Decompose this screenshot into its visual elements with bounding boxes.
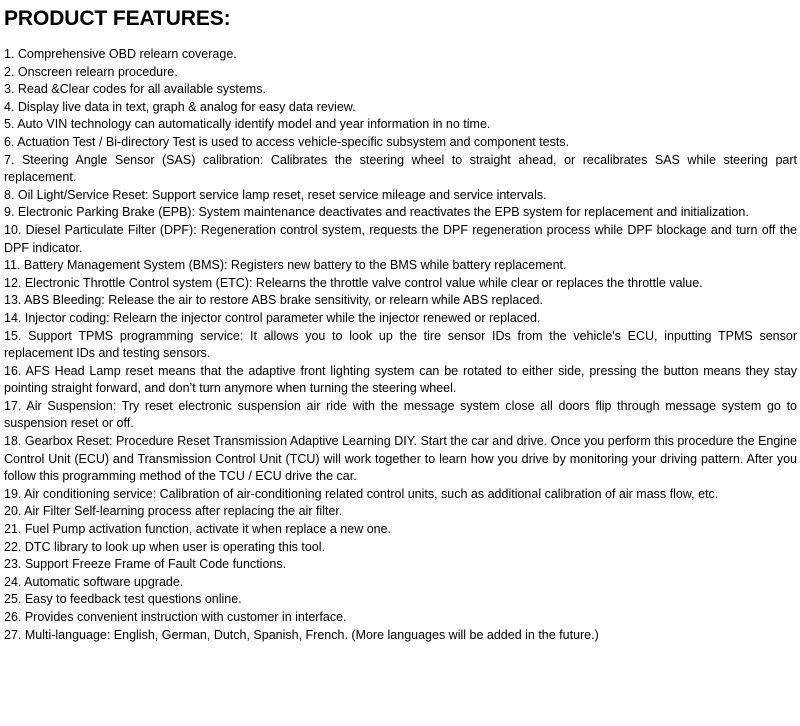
feature-item: 2. Onscreen relearn procedure.: [4, 64, 178, 79]
feature-list: [4, 46, 797, 644]
feature-item: 23. Support Freeze Frame of Fault Code functions.: [4, 557, 287, 572]
feature-item: 10. Diesel Particulate Filter (DPF): Regeneration control system, requests the DPF regeneration process while DPF blockage and turn off the DPF indicator.: [4, 222, 797, 255]
feature-item: 25. Easy to feedback test questions online.: [4, 592, 242, 607]
feature-item: 24. Automatic software upgrade.: [4, 574, 184, 589]
feature-item: 12. Electronic Throttle Control system (ETC): Relearns the throttle valve control value while clear or replaces the throttle value.: [4, 275, 703, 290]
feature-item: 16. AFS Head Lamp reset means that the adaptive front lighting system can be rotated to either side, pressing the button means they stay pointing straight forward, and don’t turn anymore when turning the steering wheel.: [4, 363, 797, 396]
feature-item: 5. Auto VIN technology can automatically identify model and year information in no time.: [4, 117, 491, 132]
feature-item: 3. Read &Clear codes for all available systems.: [4, 82, 266, 97]
feature-item: 14. Injector coding: Relearn the injector control parameter while the injector renewed or replaced.: [4, 310, 541, 325]
feature-item: 13. ABS Bleeding: Release the air to restore ABS brake sensitivity, or relearn while ABS replaced.: [4, 293, 543, 308]
feature-item: 21. Fuel Pump activation function, activate it when replace a new one.: [4, 522, 392, 537]
feature-item: 18. Gearbox Reset: Procedure Reset Transmission Adaptive Learning DIY. Start the car and drive. Once you perform this procedure the Engine Control Unit (ECU) and Transmission Control Unit (TCU) will work together to learn how you drive by monitoring your driving pattern. After you follow this programming method of the TCU / ECU drive the car.: [4, 434, 797, 484]
feature-item: 7. Steering Angle Sensor (SAS) calibration: Calibrates the steering wheel to straight ahead, or recalibrates SAS while steering part replacement.: [4, 152, 797, 185]
feature-item: 27. Multi-language: English, German, Dutch, Spanish, French. (More languages will be added in the future.): [4, 627, 599, 642]
feature-item: 8. Oil Light/Service Reset: Support service lamp reset, reset service mileage and service intervals.: [4, 187, 547, 202]
feature-item: 1. Comprehensive OBD relearn coverage.: [4, 47, 237, 61]
feature-item: 17. Air Suspension: Try reset electronic suspension air ride with the message system close all doors flip through message system go to suspension reset or off.: [4, 398, 797, 431]
feature-item: 19. Air conditioning service: Calibration of air-conditioning related control units, such as additional calibration of air mass flow, etc.: [4, 486, 719, 501]
feature-item: 6. Actuation Test / Bi-directory Test is used to access vehicle-specific subsystem and component tests.: [4, 134, 570, 149]
feature-item: 15. Support TPMS programming service: It allows you to look up the tire sensor IDs from the vehicle's ECU, inputting TPMS sensor replacement IDs and testing sensors.: [4, 328, 797, 361]
feature-item: 4. Display live data in text, graph & analog for easy data review.: [4, 99, 356, 114]
feature-item: 9. Electronic Parking Brake (EPB): System maintenance deactivates and reactivates the EPB system for replacement and initialization.: [4, 205, 749, 220]
feature-item: 26. Provides convenient instruction with customer in interface.: [4, 610, 347, 624]
feature-item: 20. Air Filter Self-learning process after replacing the air filter.: [4, 504, 343, 519]
feature-item: 11. Battery Management System (BMS): Registers new battery to the BMS while battery replacement.: [4, 258, 567, 273]
page-title: PRODUCT FEATURES:: [4, 7, 231, 30]
feature-item: 22. DTC library to look up when user is operating this tool.: [4, 539, 325, 554]
